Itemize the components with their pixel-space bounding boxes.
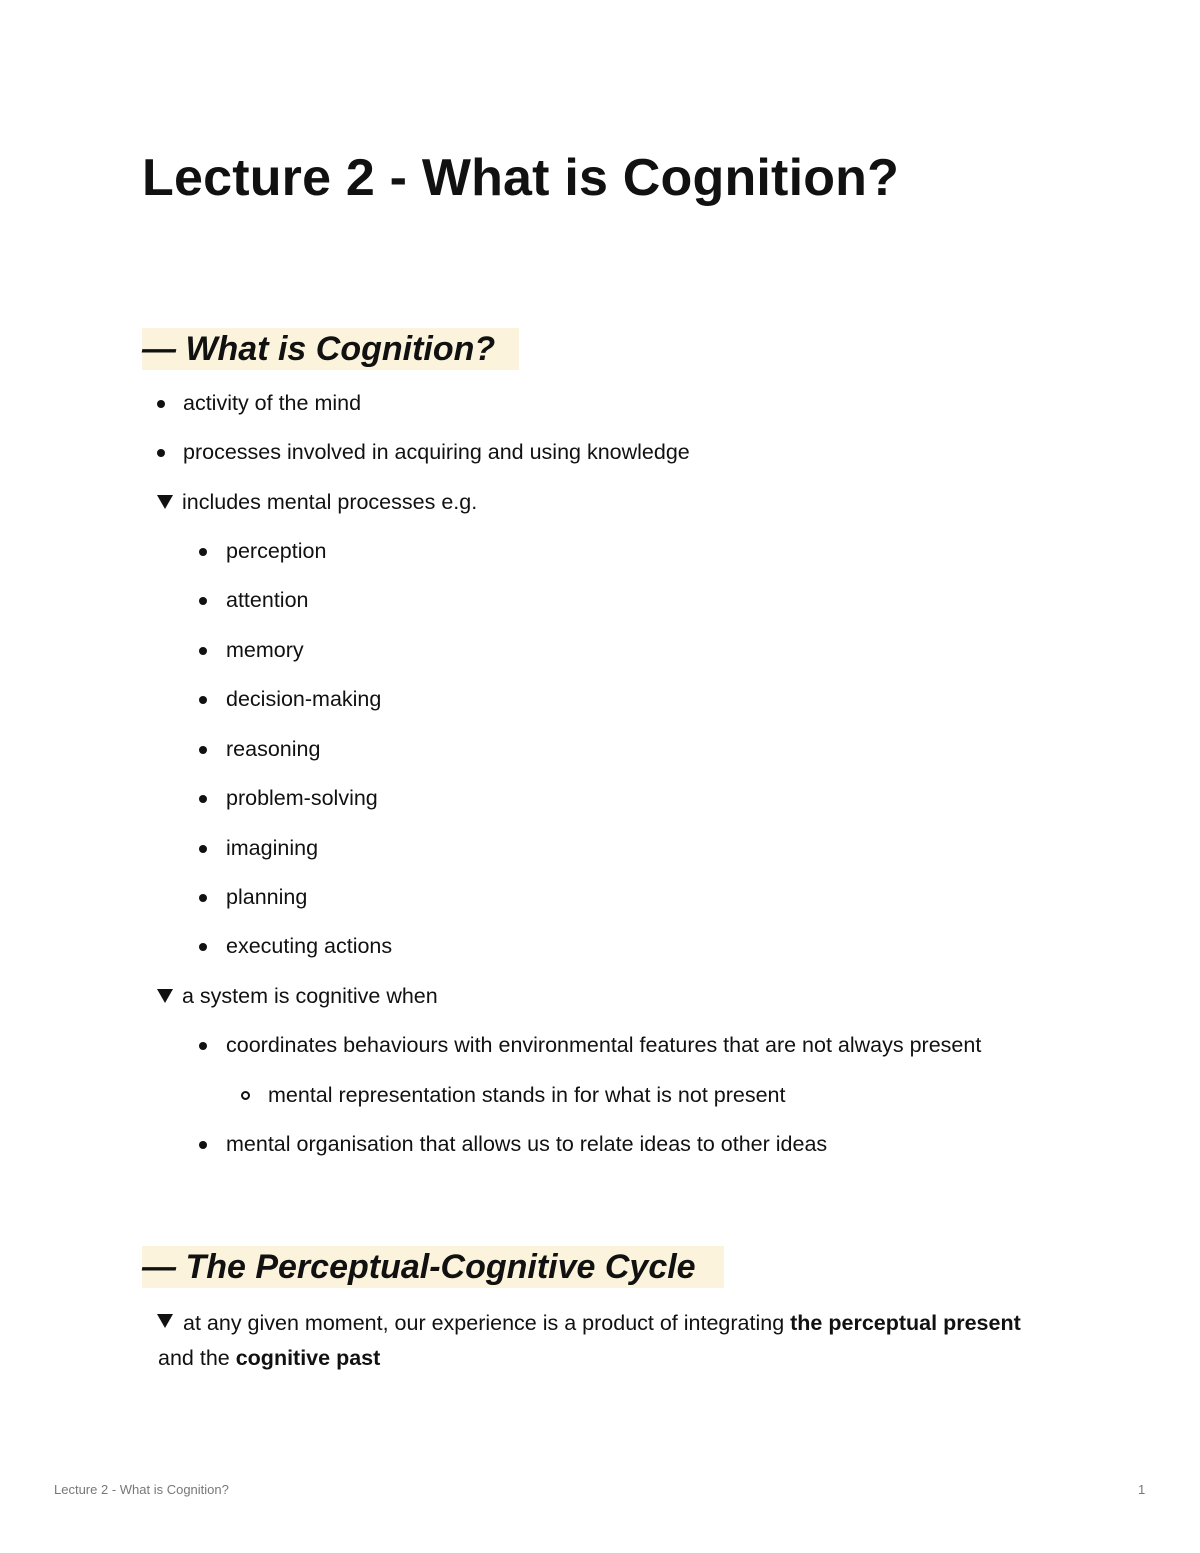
bold-term-cognitive-past: cognitive past (235, 1346, 381, 1370)
list-item: reasoning (226, 737, 321, 761)
list-item: attention (226, 588, 309, 612)
bullet-icon (199, 1042, 207, 1050)
bullet-icon (199, 845, 207, 853)
sub-bullet-icon (241, 1091, 250, 1100)
toggle-label: a system is cognitive when (182, 984, 438, 1008)
list-item: activity of the mind (183, 391, 362, 415)
list-item: executing actions (226, 934, 393, 958)
list-item: imagining (226, 836, 319, 860)
list-item: decision-making (226, 687, 382, 711)
section-heading-what-is-cognition: — What is Cognition? (142, 328, 519, 370)
list-item: memory (226, 638, 304, 662)
bullet-icon (199, 1141, 207, 1149)
bullet-icon (199, 696, 207, 704)
page-title: Lecture 2 - What is Cognition? (142, 149, 900, 207)
bullet-icon (199, 894, 207, 902)
bullet-icon (199, 943, 207, 951)
bullet-icon (157, 400, 165, 408)
list-item: planning (226, 885, 308, 909)
toggle-triangle-icon[interactable] (157, 989, 173, 1003)
footer-title: Lecture 2 - What is Cognition? (54, 1482, 229, 1497)
bullet-icon (199, 597, 207, 605)
list-item: perception (226, 539, 327, 563)
toggle-triangle-icon[interactable] (157, 495, 173, 509)
bullet-icon (199, 548, 207, 556)
page-number: 1 (1138, 1482, 1146, 1497)
bullet-icon (157, 449, 165, 457)
bold-term-perceptual-present: the perceptual present (790, 1311, 1021, 1335)
bullet-icon (199, 795, 207, 803)
bullet-icon (199, 746, 207, 754)
list-item: mental representation stands in for what is not present (268, 1083, 786, 1107)
list-item: mental organisation that allows us to relate ideas to other ideas (226, 1132, 828, 1156)
toggle-paragraph (158, 1306, 1038, 1376)
toggle-label: includes mental processes e.g. (182, 490, 478, 514)
section-heading-perceptual-cognitive-cycle: — The Perceptual-Cognitive Cycle (142, 1246, 724, 1288)
list-item: problem-solving (226, 786, 378, 810)
list-item: processes involved in acquiring and using knowledge (183, 440, 690, 464)
bullet-icon (199, 647, 207, 655)
paragraph-text: at any given moment, our experience is a product of integrating (183, 1311, 785, 1335)
list-item: coordinates behaviours with environmental features that are not always present (226, 1033, 982, 1057)
paragraph-text: and the (158, 1346, 230, 1370)
